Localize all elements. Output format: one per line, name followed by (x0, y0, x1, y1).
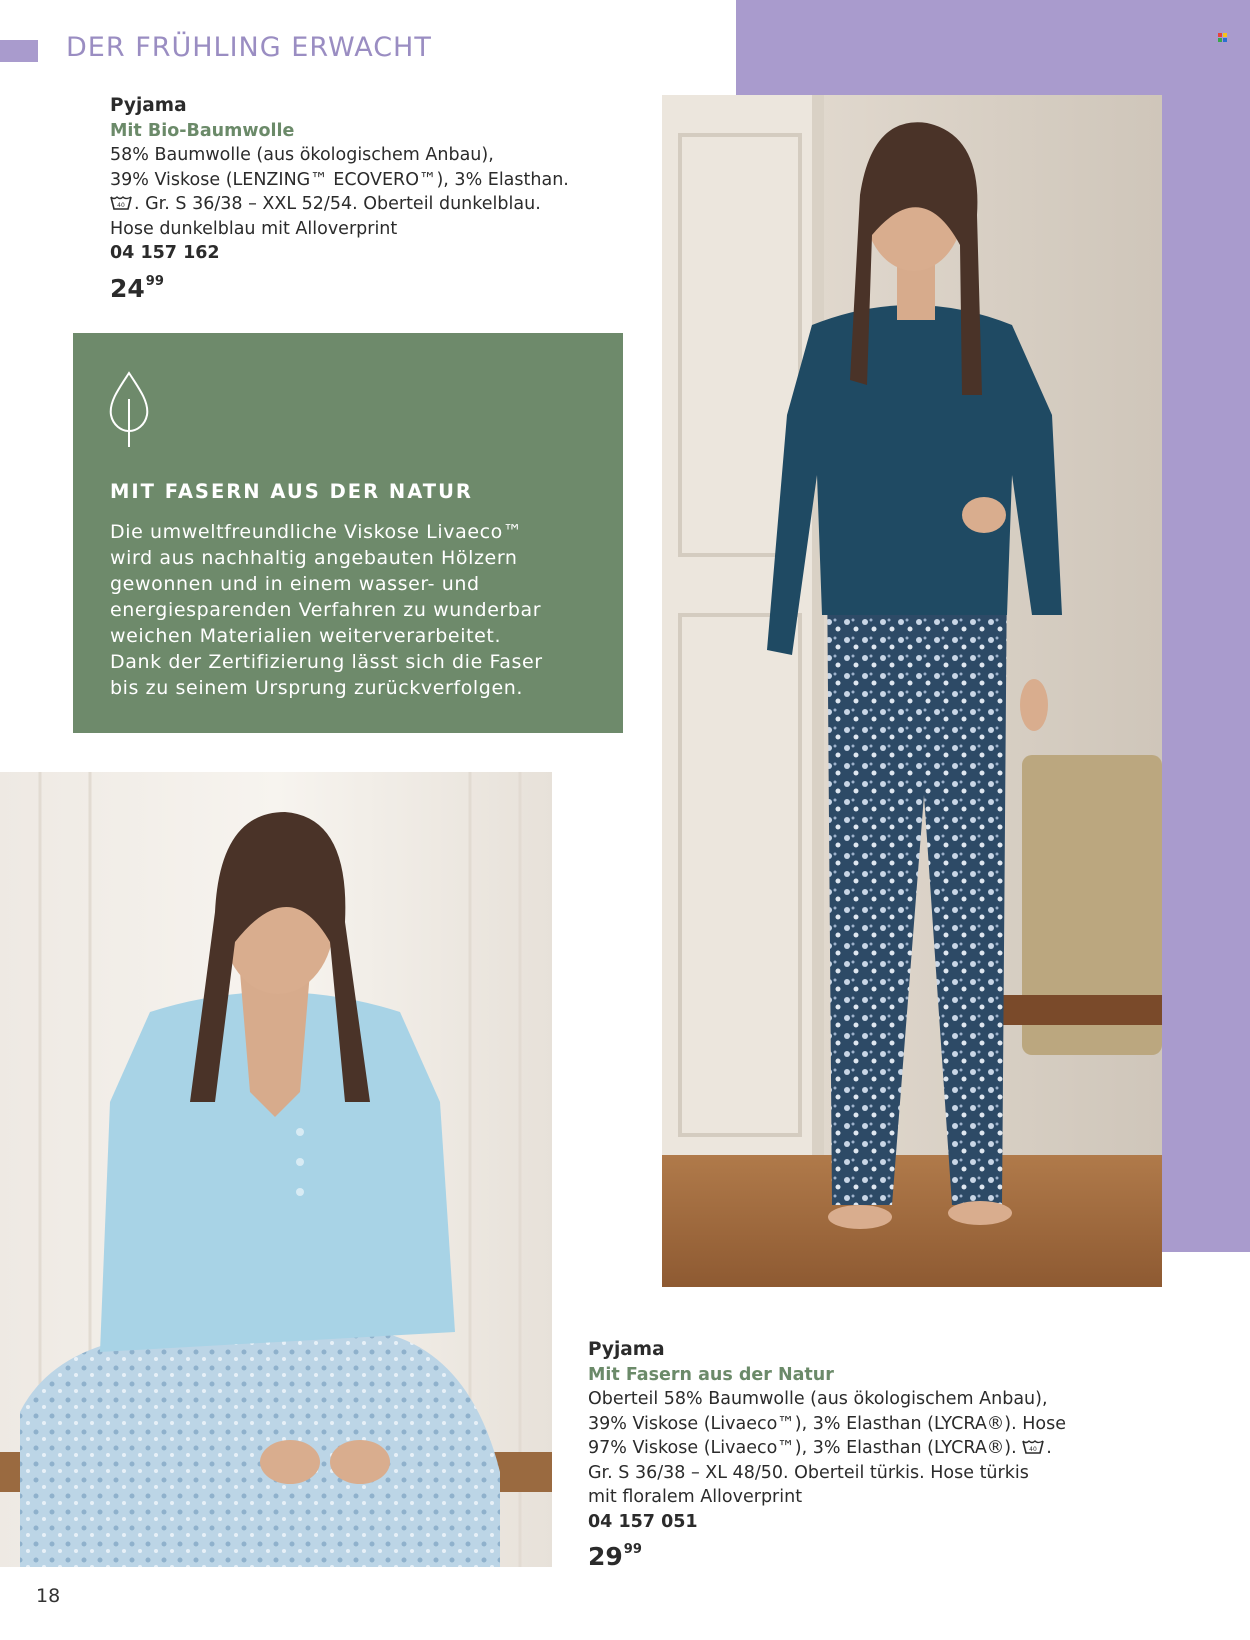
photo-woman-dark-blue-pyjama (662, 95, 1162, 1287)
leaf-icon (107, 369, 151, 449)
product-description-line: Gr. S 36/38 – XL 48/50. Oberteil türkis. Hose türkis (588, 1462, 1029, 1483)
price-euros: 29 (588, 1542, 623, 1571)
article-number: 04 157 162 (110, 243, 220, 263)
price-cents: 99 (623, 1542, 642, 1557)
info-text-line: Dank der Zertifizierung lässt sich die Faser (110, 651, 543, 673)
product-pyjama-turquoise (588, 1338, 1108, 1573)
wash-40-icon (1022, 1438, 1044, 1455)
wash-40-icon (110, 194, 132, 211)
page-number: 18 (36, 1585, 61, 1607)
product-name: Pyjama (588, 1339, 665, 1360)
photo-woman-turquoise-pyjama (0, 772, 552, 1567)
product-subtitle: Mit Fasern aus der Natur (588, 1364, 834, 1385)
info-text-line: energiesparenden Verfahren zu wunderbar (110, 599, 542, 621)
product-description-line: mit floralem Alloverprint (588, 1487, 803, 1507)
product-name: Pyjama (110, 95, 187, 116)
product-price (588, 1538, 1108, 1573)
price-cents: 99 (145, 273, 164, 289)
product-description-line: 58% Baumwolle (aus ökologischem Anbau), (110, 145, 494, 165)
info-title: MIT FASERN AUS DER NATUR (110, 480, 473, 503)
info-text-line: Die umweltfreundliche Viskose Livaeco™ (110, 521, 523, 543)
product-subtitle: Mit Bio-Baumwolle (110, 120, 295, 141)
section-title: DER FRÜHLING ERWACHT (66, 32, 432, 63)
product-description-line: Oberteil 58% Baumwolle (aus ökologischem Anbau), (588, 1389, 1048, 1409)
natural-fibers-info-box (73, 333, 623, 733)
info-text-line: gewonnen und in einem wasser- und (110, 573, 480, 595)
color-dots-logo-icon (1218, 33, 1228, 43)
product-description-line: Hose dunkelblau mit Alloverprint (110, 218, 398, 239)
svg-text:40: 40 (117, 202, 125, 209)
product-description-line: 39% Viskose (LENZING™ ECOVERO™), 3% Elasthan. (110, 169, 569, 190)
header-accent-bar (0, 40, 38, 62)
article-number: 04 157 051 (588, 1511, 698, 1532)
product-description-line: 39% Viskose (Livaeco™), 3% Elasthan (LYCRA®). Hose (588, 1413, 1067, 1434)
info-text-line: weichen Materialien weiterverarbeitet. (110, 625, 502, 647)
info-text-line: wird aus nachhaltig angebauten Hölzern (110, 547, 518, 569)
product-care-line: 40 . Gr. S 36/38 – XXL 52/54. Oberteil dunkelblau. (110, 192, 630, 217)
product-pyjama-dark-blue (110, 94, 630, 304)
price-euros: 24 (110, 273, 145, 303)
info-text (110, 519, 543, 701)
svg-text:40: 40 (1029, 1446, 1038, 1453)
product-price (110, 270, 630, 305)
product-care-line: 97% Viskose (Livaeco™), 3% Elasthan (LYCRA®). 40 . (588, 1438, 1052, 1458)
info-text-line: bis zu seinem Ursprung zurückverfolgen. (110, 677, 524, 699)
